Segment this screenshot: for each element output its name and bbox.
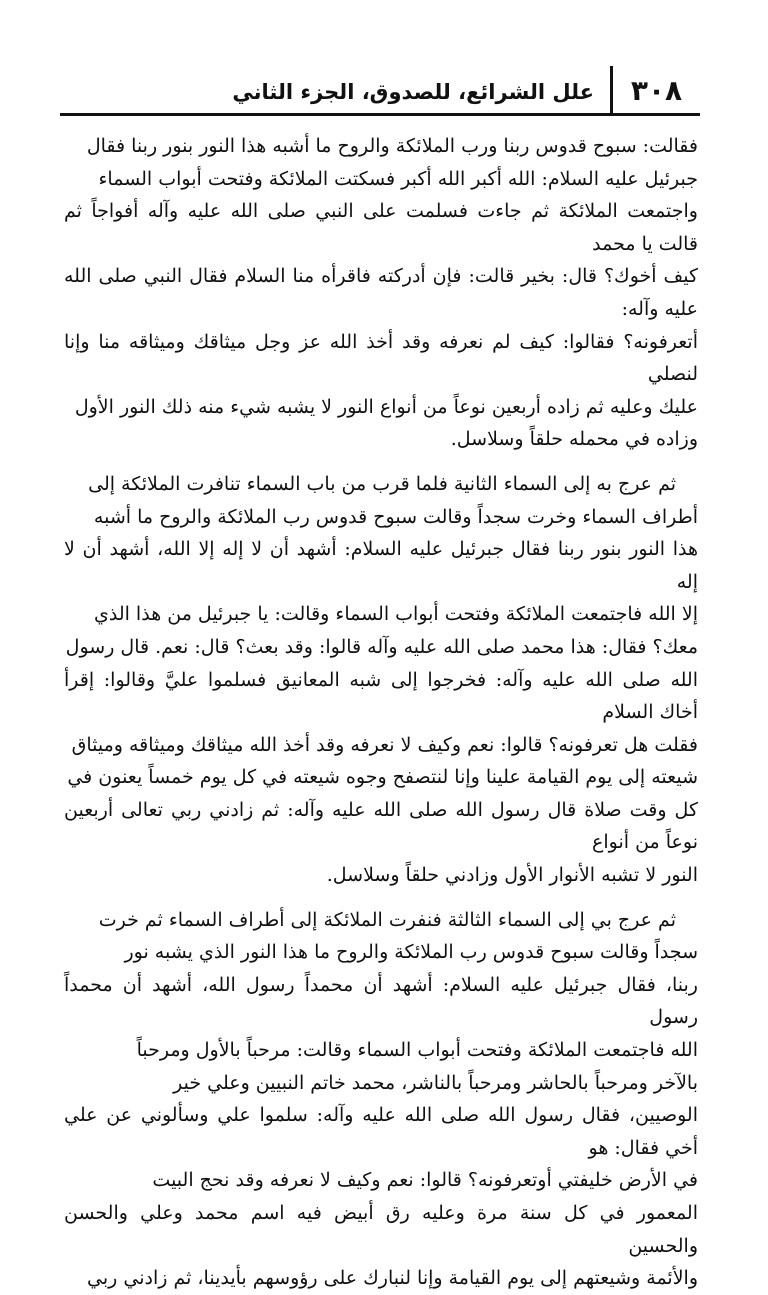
page-number: ٣٠٨ (610, 66, 700, 116)
paragraph-2: ثم عرج به إلى السماء الثانية فلما قرب من باب السماء تنافرت الملائكة إلى أطراف السماء وخرت سجداً وقالت سبوح قدوس رب الملائكة والروح ما أشبه هذا النور بنور ربنا فقال جبرئيل عليه السلام: أشهد أن لا إله إلا الله، أشهد أن لا إله إلا الله فاجتمعت الملائكة وفتحت أبواب السماء وقالت: يا جبرئيل من هذا الذي معك؟ فقال: هذا محمد صلى الله عليه وآله قالوا: وقد بعث؟ قال: نعم. قال رسول الله صلى الله عليه وآله: فخرجوا إلى شبه المعانيق فسلموا عليَّ وقالوا: إقرأ أخاك السلام فقلت هل تعرفونه؟ قالوا: نعم وكيف لا نعرفه وقد أخذ الله ميثاقك وميثاقه وميثاق شيعته إلى يوم القيامة علينا وإنا لنتصفح وجوه شيعته في كل يوم خمساً يعنون في كل وقت صلاة قال رسول الله صلى الله عليه وآله: ثم زادني ربي تعالى أربعين نوعاً من أنواع النور لا تشبه الأنوار الأول وزادني حلقاً وسلاسل. (64, 472, 698, 887)
header-rule (60, 113, 700, 116)
body-text (64, 130, 698, 1295)
book-title: علل الشرائع، للصدوق، الجزء الثاني (232, 80, 594, 104)
paragraph-1: فقالت: سبوح قدوس ربنا ورب الملائكة والروح ما أشبه هذا النور بنور ربنا فقال جبرئيل عليه السلام: الله أكبر الله أكبر فسكتت الملائكة وفتحت أبواب السماء واجتمعت الملائكة ثم جاءت فسلمت على النبي صلى الله عليه وآله أفواجاً ثم قالت يا محمد كيف أخوك؟ قال: بخير قالت: فإن أدركته فاقرأه منا السلام فقال النبي صلى الله عليه وآله: أتعرفونه؟ فقالوا: كيف لم نعرفه وقد أخذ الله عز وجل ميثاقك وميثاقه منا وإنا لنصلي عليك وعليه ثم زاده أربعين نوعاً من أنواع النور لا يشبه شيء منه ذلك النور الأول وزاده في محمله حلقاً وسلاسل. (64, 135, 698, 451)
paragraph-3: ثم عرج بي إلى السماء الثالثة فنفرت الملائكة إلى أطراف السماء ثم خرت سجداً وقالت سبوح قدوس رب الملائكة والروح ما هذا النور الذي يشبه نور ربنا، فقال جبرئيل عليه السلام: أشهد أن محمداً رسول الله، أشهد أن محمداً رسول الله فاجتمعت الملائكة وفتحت أبواب السماء وقالت: مرحباً بالأول ومرحباً بالآخر ومرحباً بالحاشر ومرحباً بالناشر، محمد خاتم النبيين وعلي خير الوصيين، فقال رسول الله صلى الله عليه وآله: سلموا علي وسألوني عن علي أخي فقال: هو في الأرض خليفتي أوتعرفونه؟ قالوا: نعم وكيف لا نعرفه وقد نحج البيت المعمور في كل سنة مرة وعليه رق أبيض فيه اسم محمد وعلي والحسن والحسين والأئمة وشيعتهم إلى يوم القيامة وإنا لنبارك على رؤوسهم بأيدينا، ثم زادني ربي (64, 908, 698, 1290)
page-header (60, 66, 700, 116)
